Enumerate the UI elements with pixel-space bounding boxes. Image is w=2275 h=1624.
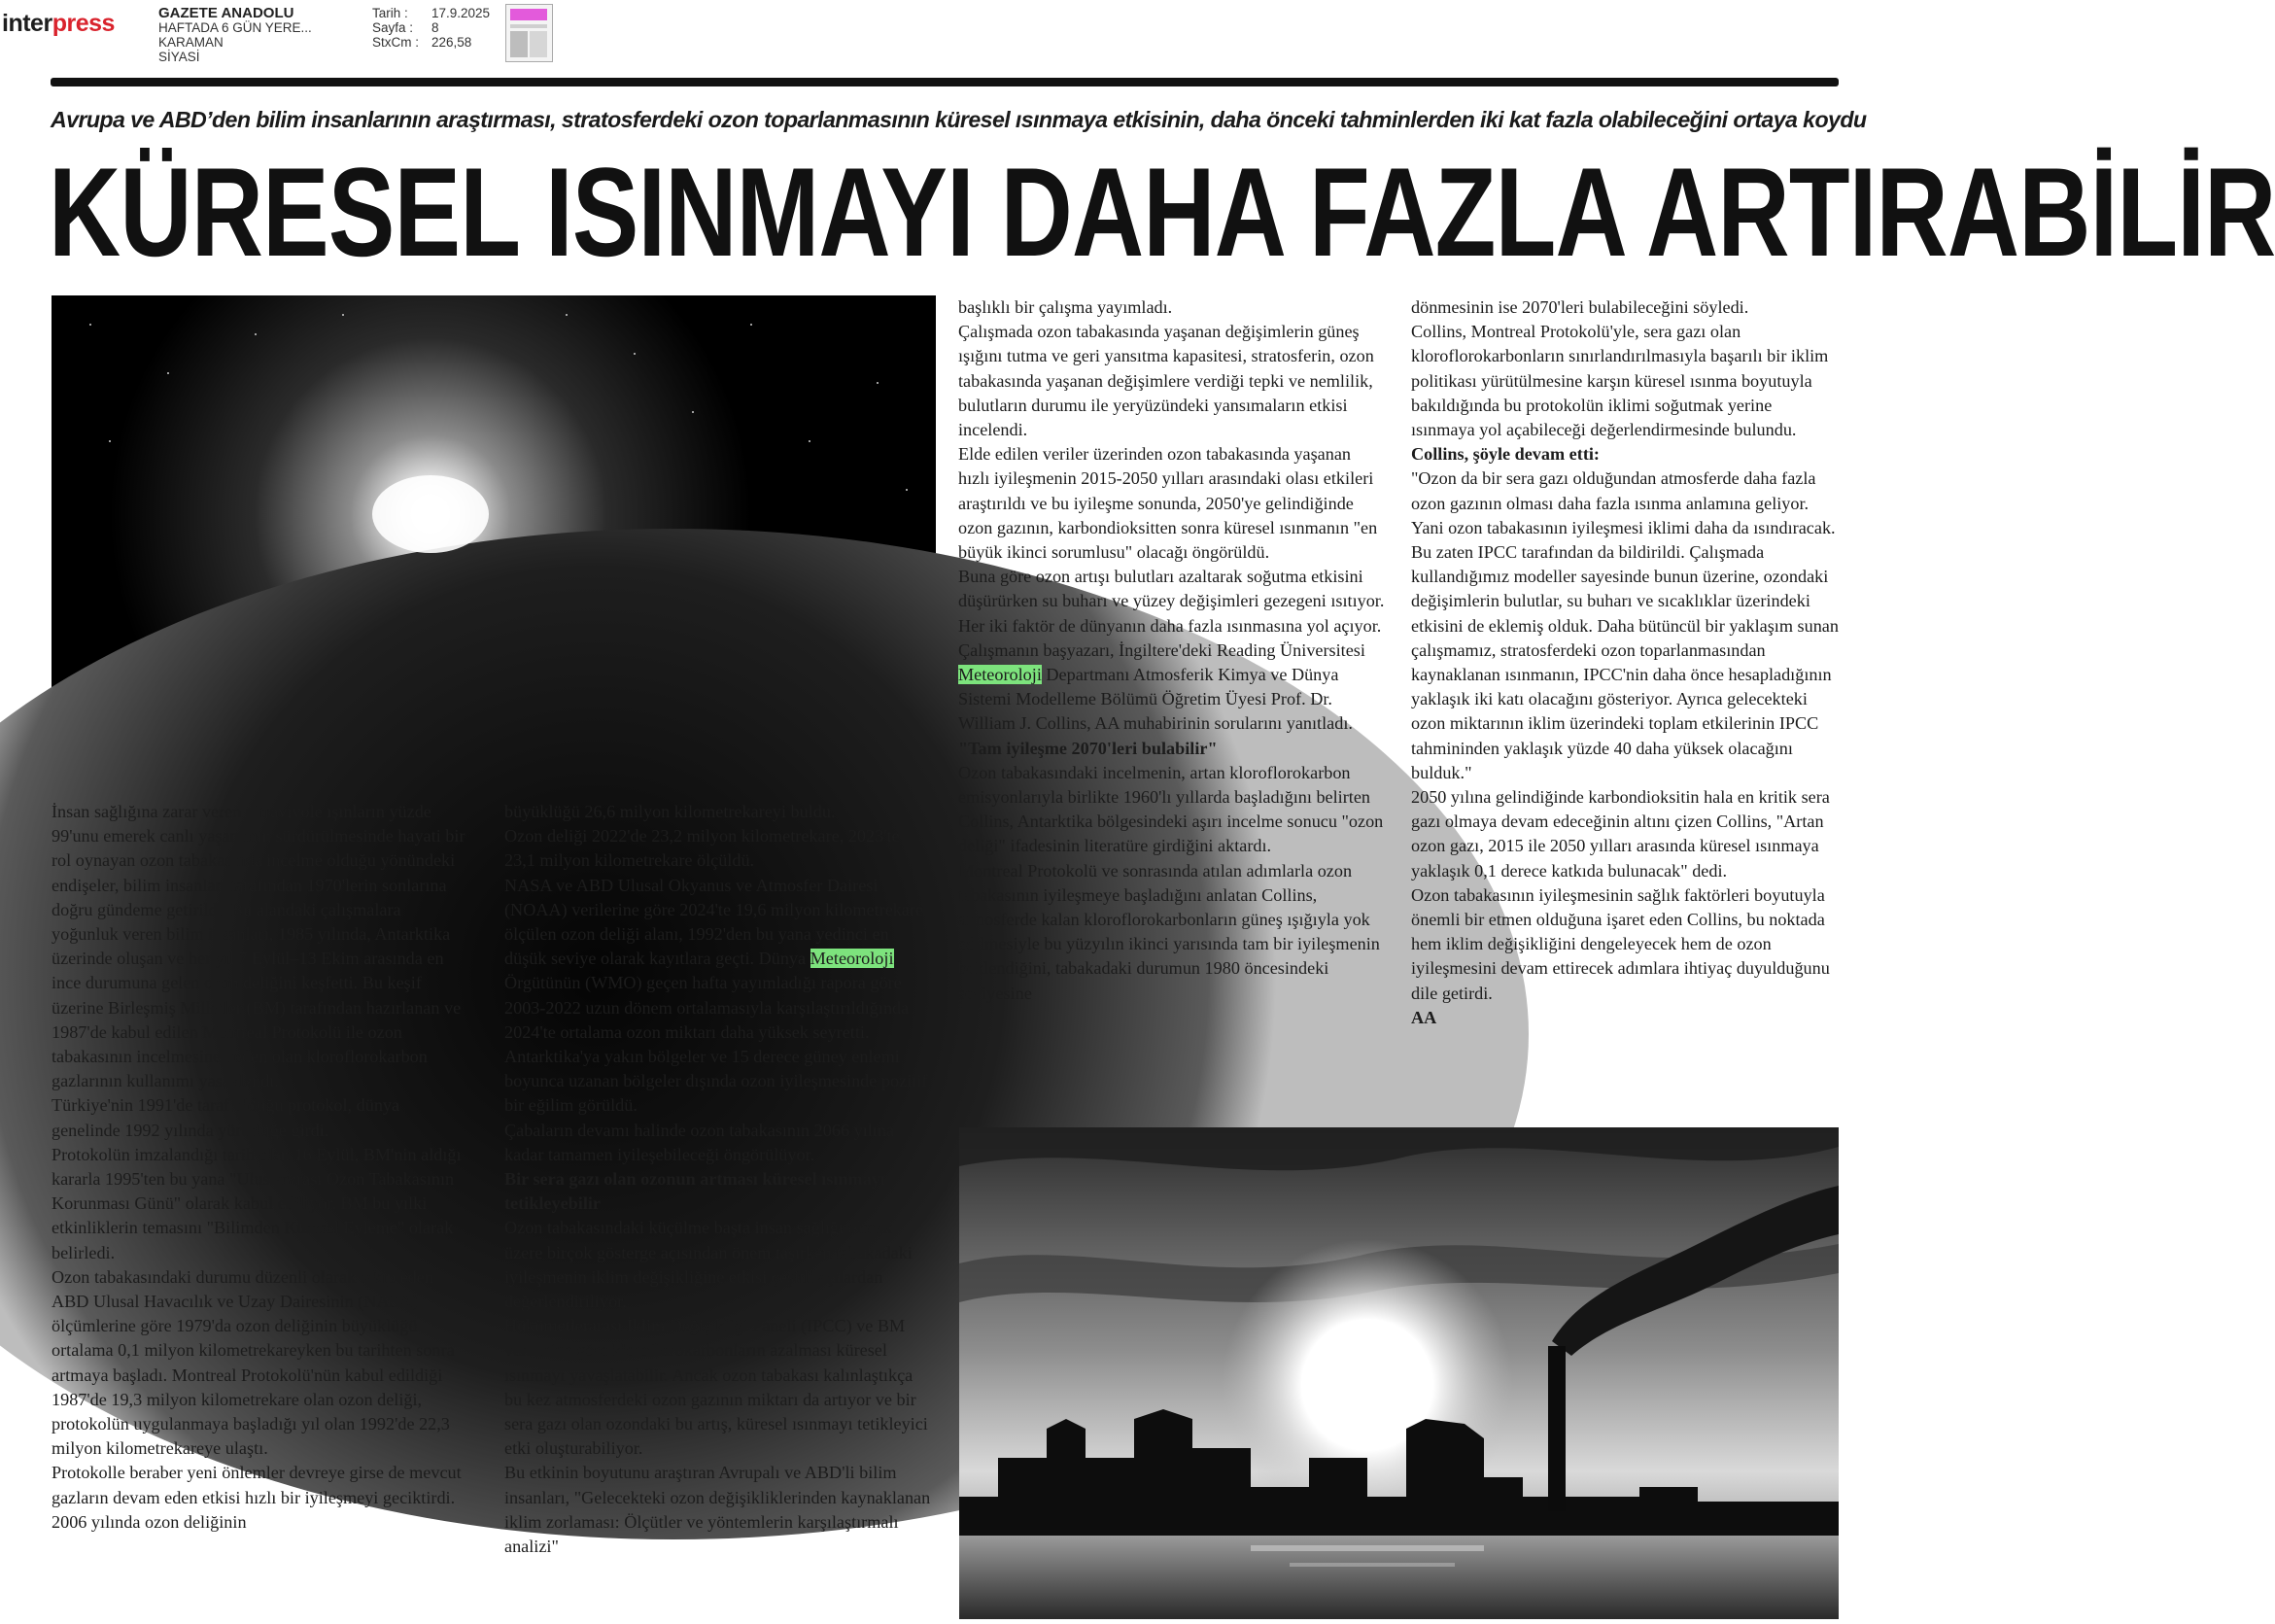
page-label: Sayfa : [372, 20, 414, 35]
paragraph: Protokolün imzalandığı tarih olan 16 Eylül, BM'nin aldığı kararla 1995'ten bu yana "Uluslararası Ozon Tabakasının Korunması Günü" olarak kabul ediliyor. BM bu yılki etkinliklerin temasını "Bilimden Küresel Eyleme" olarak belirledi. [52, 1144, 462, 1262]
logo-part-press: press [52, 10, 115, 37]
paragraph: Buna göre ozon artışı bulutları azaltarak soğutma etkisini düşürürken su buharı ve yüzey değişimleri gezegeni ısıtıyor. Her iki faktör de dünyanın daha fazla ısınmasına yol açıyor. [958, 567, 1385, 636]
interpress-logo [2, 10, 115, 38]
publication-city: KARAMAN [158, 35, 224, 50]
page-thumbnail[interactable] [505, 4, 553, 62]
text-run: Çalışmanın başyazarı, İngiltere'deki Reading Üniversitesi [958, 639, 1365, 660]
article-column-3 [958, 295, 1386, 1006]
paragraph: Türkiye'nin 1991'de taraf olduğu protokol, dünya genelinde 1992 yılında yürürlüğe girdi. [52, 1095, 400, 1140]
paragraph [504, 874, 932, 1119]
paragraph: 2050 yılına gelindiğinde karbondioksitin hala en kritik sera gazı olmaya devam edeceğinin altını çizen Collins, "Artan ozon gazı, 2015 ile 2050 yılları arasında küresel ısınmaya yaklaşık 0,1 derece katkıda bulunacak" dedi. [1411, 787, 1830, 881]
paragraph: Ozon deliği 2022'de 23,2 milyon kilometrekare, 2023'te 23,1 milyon kilometrekare ölçüldü. [504, 826, 900, 871]
paragraph: başlıklı bir çalışma yayımladı. [958, 297, 1173, 317]
publication-info [158, 6, 312, 64]
date-label: Tarih : [372, 6, 408, 20]
article-deck: Avrupa ve ABD’den bilim insanlarının araştırması, stratosferdeki ozon toparlanmasının küresel ısınmaya etkisinin, daha önceki tahminlerden iki kat fazla olabileceğini ortaya koydu [51, 107, 1867, 132]
smokestack-sunset-photo [959, 1127, 1839, 1619]
paragraph: büyüklüğü 26,6 milyon kilometrekareyi buldu. [504, 802, 836, 821]
paragraph: Ozon tabakasındaki küçülme başta insan sağlığı olmak üzere birçok gösterge açısından önem taşırken tabakadaki iyileşmenin iklim değişikliğine etkisi çeşitli açılardan değerlendiriliyor. [504, 1218, 913, 1312]
stxcm-label: StxCm : [372, 35, 420, 50]
paragraph: Collins, Montreal Protokolü'yle, sera gazı olan kloroflorokarbonların sınırlandırılmasıyla başarılı bir iklim politikası yürütülmesine karşın küresel ısınma boyutuyla bakıldığında bu protokolün iklimi soğutmak yerine ısınmaya yol açabileceği değerlendirmesinde bulundu. [1411, 322, 1829, 440]
page-value: 8 [431, 20, 439, 35]
paragraph: Ozon tabakasındaki incelmenin, artan kloroflorokarbon emisyonlarıyla birlikte 1960'lı yıllarda başladığını belirten Collins, Antarktika bölgesindeki aşırı incelme sonucu "ozon deliği" ifadesinin literatüre girdiğini aktardı. [958, 762, 1384, 856]
byline: AA [1411, 1007, 1437, 1027]
highlighted-keyword: Meteoroloji [810, 949, 894, 969]
subheading: Bir sera gazı olan ozonun artması küresel ısınmayı tetikleyebilir [504, 1169, 885, 1214]
paragraph: Çabaların devamı halinde ozon tabakasının 2066 yılına kadar tamamen iyileşebileceği öngörülüyor. [504, 1120, 895, 1164]
text-run: NASA ve ABD Ulusal Okyanus ve Atmosfer Dairesi (NOAA) verilerine göre 2024'te 19,6 milyon kilometrekare ölçülen ozon deliği alanı, 1992'den bu yana yedinci en düşük seviye olarak kayıtlara geçti. Dünya [504, 875, 924, 969]
publication-frequency: HAFTADA 6 GÜN YERE... [158, 20, 312, 35]
paragraph: "Ozon da bir sera gazı olduğundan atmosferde daha fazla ozon gazının olması daha fazla ısınma anlamına geliyor. Yani ozon tabakasının iyileşmesi iklimi daha da ısındıracak. Bu zaten IPCC tarafından da bildirildi. Çalışmada kullandığımız modeller sayesinde bunun üzerine, ozondaki değişimlerin bulutlar, su buharı ve sıcaklıklar üzerindeki etkisini de eklemiş olduk. Daha bütüncül bir yaklaşım sunan çalışmamız, stratosferdeki ozon toparlanmasından kaynaklanan ısınmanın, IPCC'nin daha önce hesapladığının yaklaşık iki katı olacağını gösteriyor. Ayrıca gelecekteki ozon miktarının iklim üzerindeki toplam etkilerinin IPCC tahmininden yaklaşık yüzde 40 daha yüksek olacağını bulduk." [1411, 468, 1839, 782]
stxcm-value: 226,58 [431, 35, 472, 50]
logo-part-inter: inter [2, 10, 52, 37]
paragraph: Montreal Protokolü ve sonrasında atılan adımlarla ozon tabakasının iyileşmeye başladığını anlatan Collins, atmosferde kalan kloroflorokarbonların güneş ışığıyla yok edilmesiyle bu yüzyılın ikinci yarısında tam bir iyileşmenin beklendiğini, tabakadaki durumun 1980 öncesindeki seviyesine [958, 860, 1380, 1003]
publication-name: GAZETE ANADOLU [158, 5, 294, 21]
paragraph: Ozon tabakasının iyileşmesinin sağlık faktörleri boyutuyla önemli bir etmen olduğuna işaret eden Collins, bu noktada hem iklim değişikliğini dengeleyecek hem de ozon iyileşmesini devam ettirecek adımlara ihtiyaç duyulduğunu dile getirdi. [1411, 884, 1830, 1003]
paragraph: Ozon tabakasındaki durumu düzenli olarak takip eden ABD Ulusal Havacılık ve Uzay Dairesinin (NASA) ölçümlerine göre 1979'da ozon deliğinin büyüklüğü ortalama 0,1 milyon kilometrekareyken bu tarihten sonra artmaya başladı. Montreal Protokolü'nün kabul edildiği 1987'de 19,3 milyon kilometrekare olan ozon deliği, protokolün uygulanmaya başladığı yıl olan 1992'de 22,3 milyon kilometrekareye ulaştı. [52, 1266, 455, 1459]
subheading: Collins, şöyle devam etti: [1411, 444, 1600, 465]
paragraph: Bu etkinin boyutunu araştıran Avrupalı ve ABD'li bilim insanları, "Gelecekteki ozon değişikliklerinden kaynaklanan iklim zorlaması: Ölçütler ve yöntemlerin karşılaştırmalı analizi" [504, 1463, 931, 1557]
publication-section: SİYASİ [158, 50, 200, 64]
paragraph [958, 639, 1386, 737]
date-value: 17.9.2025 [431, 6, 491, 20]
top-rule [51, 78, 1839, 86]
text-run: Departmanı Atmosferik Kimya ve Dünya Sistemi Modelleme Bölümü Öğretim Üyesi Prof. Dr. William J. Collins, AA muhabirinin sorularını yanıtladı. [958, 665, 1353, 734]
earth-sunrise-photo [52, 295, 936, 786]
article-column-2 [504, 800, 932, 1559]
article-headline: KÜRESEL ISINMAYI DAHA FAZLA ARTIRABİLİR [49, 141, 2275, 283]
clipping-meta [372, 6, 490, 50]
paragraph: Hükümetlerarası İklim Değişikliği Paneli (IPCC) ve BM verilerine göre kloroflorokarbonların azalması küresel ısınmayı yavaşlatabilir. Ancak ozon tabakası kalınlaştıkça bu kez atmosferdeki ozon gazının miktarı da artıyor ve bir sera gazı olan ozondaki bu artış, küresel ısınmayı tetikleyici etki oluşturabiliyor. [504, 1316, 928, 1459]
text-run: Örgütünün (WMO) geçen hafta yayımladığı rapora göre 2003-2022 uzun dönem ortalamasıyla karşılaştırıldığında 2024'te ortalama ozon miktarı daha yüksek seyretti. Antarktika'ya yakın bölgeler ve 15 derece güney enlemi boyunca uzanan bölgeler dışında ozon iyileşmesinde pozitif bir eğilim görüldü. [504, 973, 928, 1116]
paragraph: dönmesinin ise 2070'leri bulabileceğini söyledi. [1411, 297, 1749, 317]
subheading: "Tam iyileşme 2070'leri bulabilir" [958, 738, 1218, 758]
paragraph: Protokolle beraber yeni önlemler devreye girse de mevcut gazların devam eden etkisi hızlı bir iyileşmeyi geciktirdi. 2006 yılında ozon deliğinin [52, 1463, 462, 1532]
paragraph: Çalışmada ozon tabakasında yaşanan değişimlerin güneş ışığını tutma ve geri yansıtma kapasitesi, stratosferin, ozon tabakasında yaşanan değişimlere verdiği tepki ve nemlilik, bulutların durumu ile yeryüzündeki yansımaların etkisi incelendi. [958, 322, 1374, 440]
paragraph: İnsan sağlığına zarar veren ultraviyole ışınların yüzde 99'unu emerek canlı yaşamının sürdürülmesinde hayati bir rol oynayan ozon tabakasında incelme olduğu yönündeki endişeler, bilim insanları tarafından 1970'lerin sonlarına doğru gündeme getirildi. Bu alandaki çalışmalara yoğunluk veren bilim insanları, 1985 yılında, Antarktika üzerinde oluşan ve her yıl 7 Eylül–13 Ekim arasında en ince durumuna gelen ozon deliğini keşfetti. Bu keşif üzerine Birleşmiş Milletler (BM) tarafından hazırlanan ve 1987'de kabul edilen Montreal Protokolü ile ozon tabakasının incelmesine neden olan kloroflorokarbon gazlarının kullanımı yasaklandı. [52, 802, 465, 1091]
highlighted-keyword: Meteoroloji [958, 665, 1042, 685]
article-column-4 [1411, 295, 1839, 1030]
paragraph: Elde edilen veriler üzerinden ozon tabakasında yaşanan hızlı iyileşmenin 2015-2050 yılları arasındaki olası etkileri araştırıldı ve bu iyileşme sonunda, 2050'ye gelindiğinde ozon gazının, karbondioksitten sonra küresel ısınmanın "en büyük ikinci sorumlusu" olacağı öngörüldü. [958, 444, 1378, 563]
article-column-1 [52, 800, 469, 1535]
